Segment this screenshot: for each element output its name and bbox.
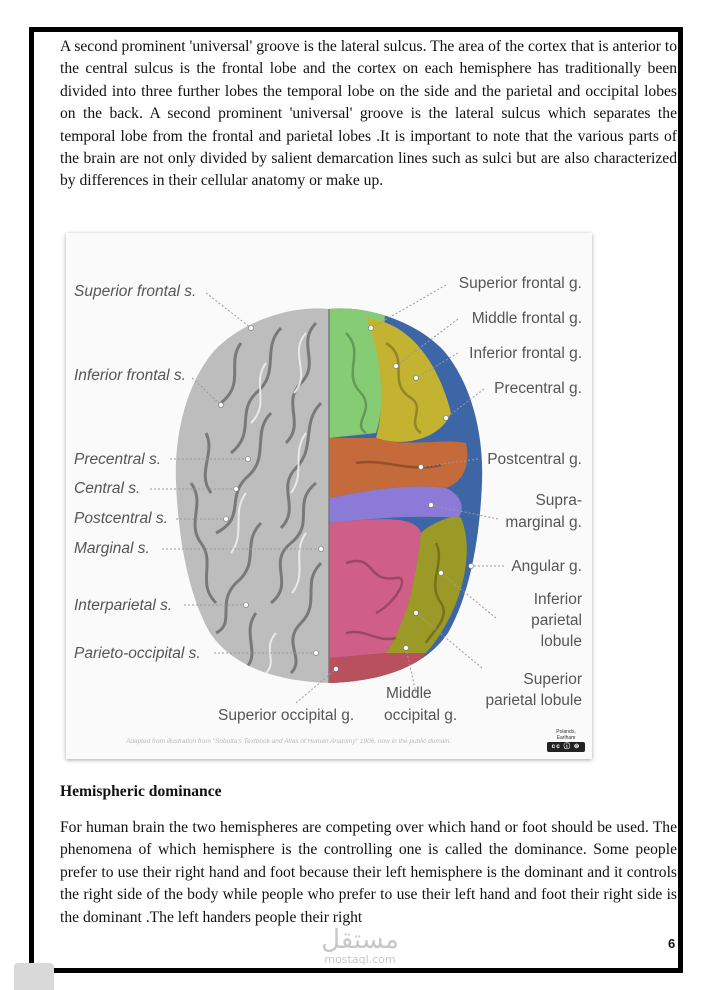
left-hemisphere xyxy=(166,293,329,693)
label-superior-frontal-sulcus: Superior frontal s. xyxy=(74,283,197,300)
label-superior-parietal-1: Superior xyxy=(523,671,582,688)
label-inferior-parietal-2: parietal xyxy=(531,612,582,629)
mostaql-watermark xyxy=(310,926,410,966)
mostaql-logo: مستقل xyxy=(321,925,399,955)
label-precentral-sulcus: Precentral s. xyxy=(74,451,162,468)
paragraph-lateral-sulcus: A second prominent 'universal' groove is the lateral sulcus. The area of the cortex that is anterior to the central sulcus is the frontal lobe and the cortex on each hemisphere has traditionally been divided into three further lobes the temporal lobe on the side and the parietal and occipital lobes on the back. A second prominent 'universal' groove is the lateral sulcus which separates the temporal lobe from the frontal and parietal lobes .It is important to note that the various parts of the brain are not only divided by salient demarcation lines such as sulci but are also characterized by differences in their cellular anatomy or make up. xyxy=(60,38,677,190)
label-middle-frontal-gyrus: Middle frontal g. xyxy=(471,310,582,327)
label-superior-parietal-2: parietal lobule xyxy=(485,692,582,709)
label-superior-occipital-gyrus: Superior occipital g. xyxy=(218,707,355,724)
paragraph-hemispheric-dominance: For human brain the two hemispheres are competing over which hand or foot should be used. The phenomena of which hemisphere is the controlling one is called the dominance. Some people prefer to use their right hand and foot because their left hemisphere is the dominant and it controls the right side of the body while people who prefer to use their left hand and foot their right side is the dominant .The left handers people their right xyxy=(60,819,677,926)
label-inferior-frontal-gyrus: Inferior frontal g. xyxy=(469,345,582,362)
page-number: 6 xyxy=(668,936,676,951)
cc-icon: cc ⓘ ⊜ xyxy=(547,742,585,752)
label-central-sulcus: Central s. xyxy=(74,480,141,497)
license-small-text: Polands, Earlham xyxy=(556,729,576,741)
section-heading: Hemispheric dominance xyxy=(60,783,222,800)
label-precentral-gyrus: Precentral g. xyxy=(494,380,582,397)
label-middle-occipital-1: Middle xyxy=(386,685,432,702)
brain-figure xyxy=(66,233,592,759)
label-postcentral-sulcus: Postcentral s. xyxy=(74,510,168,527)
label-angular-gyrus: Angular g. xyxy=(511,558,582,575)
label-postcentral-gyrus: Postcentral g. xyxy=(487,451,582,468)
label-marginal-sulcus: Marginal s. xyxy=(74,540,150,557)
label-superior-frontal-gyrus: Superior frontal g. xyxy=(458,275,582,292)
label-inferior-parietal-1: Inferior xyxy=(533,591,582,608)
label-inferior-frontal-sulcus: Inferior frontal s. xyxy=(74,367,186,384)
label-supramarginal-gyrus-1: Supra- xyxy=(535,492,582,509)
label-supramarginal-gyrus-2: marginal g. xyxy=(505,514,582,531)
label-inferior-parietal-3: lobule xyxy=(540,633,582,650)
figure-credit: Adapted from illustration from "Sobotta's Textbook and Atlas of Human Anatomy" 1906, now in the public domain. xyxy=(126,738,452,745)
label-middle-occipital-2: occipital g. xyxy=(384,707,458,724)
corner-overlay-button[interactable] xyxy=(14,963,54,990)
label-interparietal-sulcus: Interparietal s. xyxy=(74,597,173,614)
mostaql-url: mostaql.com xyxy=(324,953,396,966)
cc-license-badge xyxy=(547,729,585,750)
label-parieto-occipital-sulcus: Parieto-occipital s. xyxy=(74,645,201,662)
